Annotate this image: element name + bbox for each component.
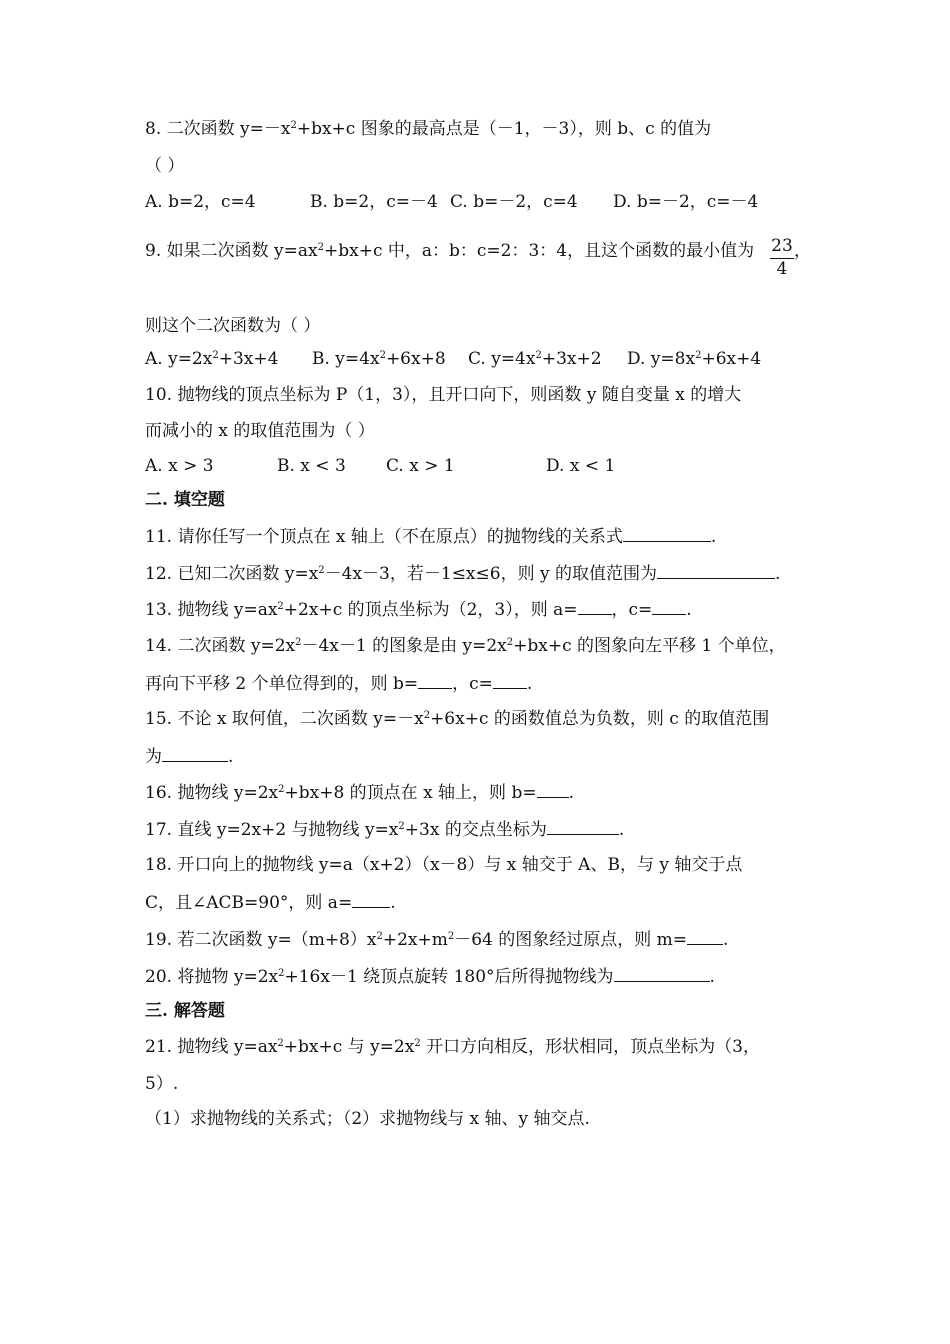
option-c: C. $y=4x^2+3x+2$ bbox=[468, 349, 602, 369]
answer-blank-b[interactable] bbox=[418, 672, 452, 689]
question-16: 16. 抛物线 $y=2x^2+bx+8$ 的顶点在 x 轴上，则 b= . bbox=[145, 783, 574, 803]
question-11: 11. 请你任写一个顶点在 x 轴上（不在原点）的抛物线的关系式 . bbox=[145, 527, 717, 547]
option-a: A. b=2，c=4 bbox=[145, 192, 256, 212]
question-14-line-2: 再向下平移 2 个单位得到的，则 b= ，c= . bbox=[145, 674, 533, 694]
option-d: D. $y=8x^2+6x+4$ bbox=[627, 349, 762, 369]
question-18-line-2: C，且∠ACB=90°，则 a= . bbox=[145, 893, 396, 913]
answer-blank[interactable] bbox=[657, 562, 775, 579]
question-9-stem-2: 则这个二次函数为（ ） bbox=[145, 316, 321, 336]
question-8-answer-paren: （ ） bbox=[145, 156, 185, 176]
answer-blank[interactable] bbox=[614, 965, 710, 982]
question-21-subparts: （1）求抛物线的关系式；（2）求抛物线与 x 轴、y 轴交点. bbox=[145, 1109, 590, 1129]
fraction-23-over-4: 23 4 bbox=[771, 236, 793, 279]
question-20: 20. 将抛物 $y=2x^2+16x-1$ 绕顶点旋转 180°后所得抛物线为 . bbox=[145, 967, 715, 987]
question-19: 19. 若二次函数 $y=(m+8)x^2+2x+m^2-64$ 的图象经过原点，则 m= . bbox=[145, 930, 729, 950]
option-d: D. b=－2，c=－4 bbox=[613, 192, 759, 212]
question-12: 12. 已知二次函数 $y=x^2-4x-3$，若－1≤x≤6，则 y 的取值范围为 . bbox=[145, 564, 781, 584]
option-a: A. x > 3 bbox=[145, 456, 214, 476]
question-15-line-1: 15. 不论 x 取何值，二次函数 $y=-x^2+6x+c$ 的函数值总为负数，则 c 的取值范围 bbox=[145, 709, 770, 729]
question-10-line-2: 而减小的 x 的取值范围为（ ） bbox=[145, 421, 375, 441]
question-21-line-2: 5）. bbox=[145, 1074, 179, 1094]
option-b: B. x < 3 bbox=[277, 456, 346, 476]
question-10-line-1: 10. 抛物线的顶点坐标为 P（1，3），且开口向下，则函数 y 随自变量 x 的增大 bbox=[145, 385, 742, 405]
answer-blank[interactable] bbox=[537, 781, 569, 798]
question-15-line-2: 为 . bbox=[145, 747, 234, 767]
question-13: 13. 抛物线 $y=ax^2+2x+c$ 的顶点坐标为（2，3），则 a= ，c= . bbox=[145, 600, 692, 620]
question-18-line-1: 18. 开口向上的抛物线 y=a（x+2）（x－8）与 x 轴交于 A、B，与 y 轴交于点 bbox=[145, 855, 743, 875]
answer-blank[interactable] bbox=[547, 818, 619, 835]
question-17: 17. 直线 y=2x+2 与抛物线 $y=x^2+3x$ 的交点坐标为 . bbox=[145, 820, 625, 840]
question-21-line-1: 21. 抛物线 $y=ax^2+bx+c$ 与 $y=2x^2$ 开口方向相反，形状相同，顶点坐标为（3， bbox=[145, 1037, 760, 1057]
answer-blank-c[interactable] bbox=[652, 598, 686, 615]
answer-blank[interactable] bbox=[687, 928, 723, 945]
question-9-comma: ， bbox=[794, 241, 811, 261]
question-9-stem: 9. 如果二次函数 $y=ax^2+bx+c$ 中，a：b：c=2：3：4，且这个函数的最小值为 bbox=[145, 241, 755, 261]
option-b: B. $y=4x^2+6x+8$ bbox=[312, 349, 446, 369]
option-a: A. $y=2x^2+3x+4$ bbox=[145, 349, 279, 369]
answer-blank[interactable] bbox=[623, 525, 711, 542]
option-c: C. x > 1 bbox=[386, 456, 455, 476]
answer-blank-a[interactable] bbox=[578, 598, 612, 615]
option-d: D. x < 1 bbox=[546, 456, 616, 476]
section-answer-heading: 三. 解答题 bbox=[145, 1001, 225, 1021]
option-b: B. b=2，c=－4 bbox=[310, 192, 438, 212]
answer-blank[interactable] bbox=[162, 745, 228, 762]
answer-blank-c[interactable] bbox=[493, 672, 527, 689]
question-8-stem: 8. 二次函数 $y=-x^2+bx+c$ 图象的最高点是（－1，－3），则 b、c 的值为 bbox=[145, 119, 712, 139]
question-14-line-1: 14. 二次函数 $y=2x^2-4x-1$ 的图象是由 $y=2x^2+bx+c$ 的图象向左平移 1 个单位， bbox=[145, 636, 786, 656]
section-fill-in-heading: 二. 填空题 bbox=[145, 490, 225, 510]
answer-blank[interactable] bbox=[352, 891, 390, 908]
option-c: C. b=－2，c=4 bbox=[450, 192, 578, 212]
